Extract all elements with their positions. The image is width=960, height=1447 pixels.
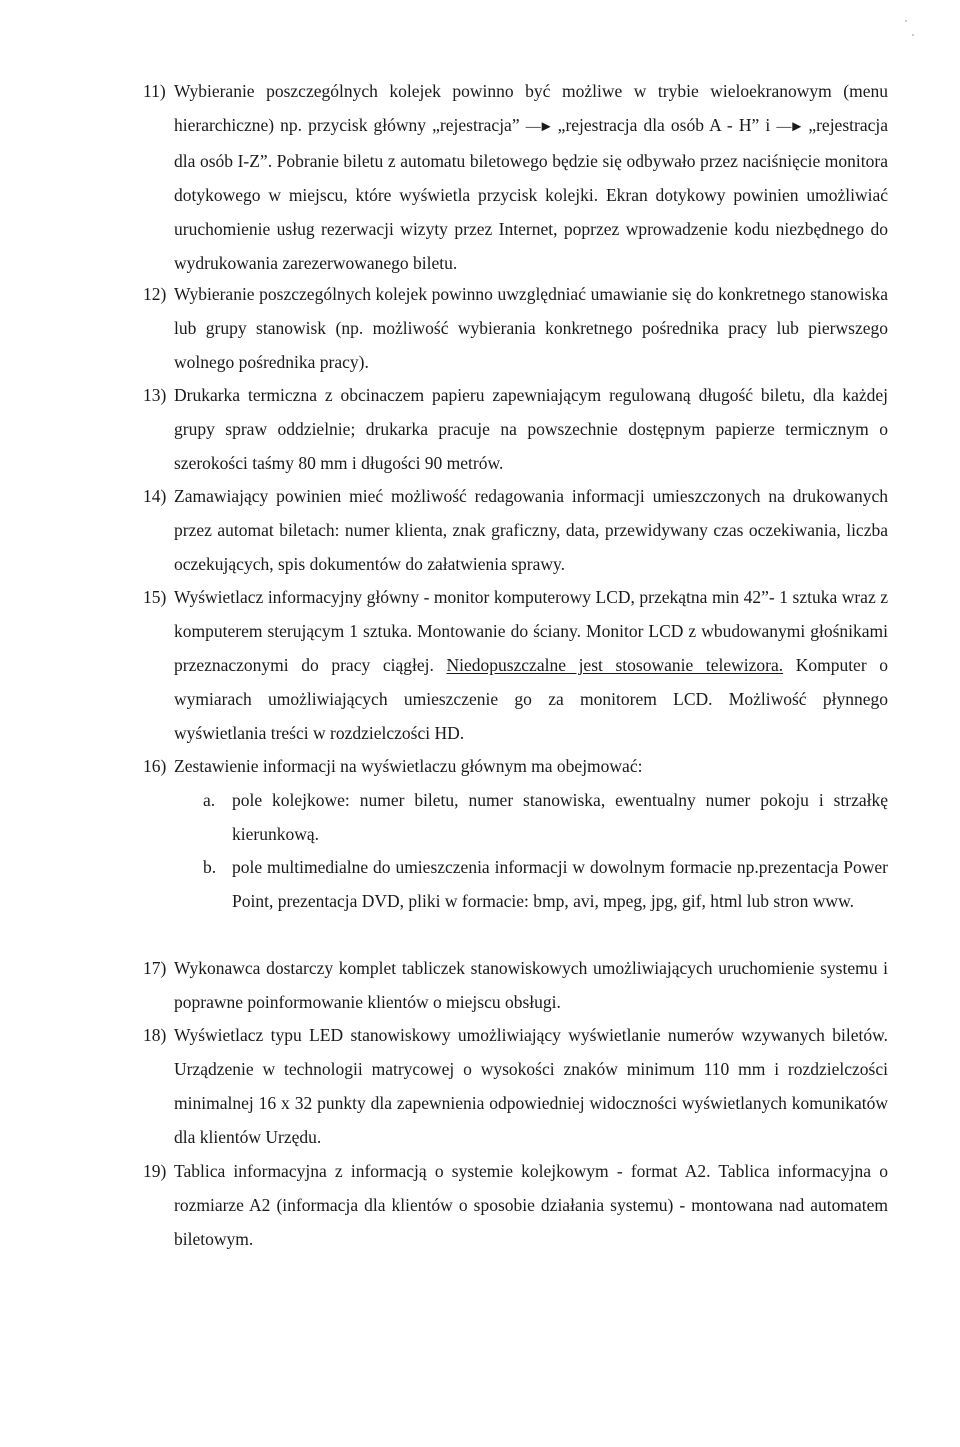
list-item-14 [143, 479, 888, 581]
item-text: Wykonawca dostarczy komplet tabliczek stanowiskowych umożliwiających uruchomienie systemu i poprawne poinformowanie klientów o miejscu obsługi. [174, 958, 888, 1012]
arrow-right-icon: —► [776, 119, 803, 135]
list-item-15 [143, 580, 888, 750]
item-text-part: Komputer o wymiarach umożliwiających umieszczenie go za monitorem LCD. Możliwość płynnego wyświetlania treści w rozdzielczości HD. [174, 655, 889, 743]
sub-item-marker: b. [203, 857, 217, 877]
sub-item-marker: a. [203, 790, 216, 810]
sub-item-text: pole kolejkowe: numer biletu, numer stanowiska, ewentualny numer pokoju i strzałkę kierunkową. [232, 790, 888, 844]
underlined-text: Niedopuszczalne jest stosowanie telewizora. [446, 655, 784, 675]
arrow-right-icon: —► [525, 119, 552, 135]
sub-item-b [203, 850, 888, 918]
item-number: 16) [143, 756, 167, 776]
item-number: 11) [143, 81, 166, 101]
item-number: 19) [143, 1161, 167, 1181]
item-number: 18) [143, 1025, 167, 1045]
item-text [174, 580, 888, 750]
item-text [174, 74, 888, 280]
list-item-19 [143, 1154, 888, 1256]
scan-speck [905, 20, 907, 22]
item-text-part: „rejestracja dla osób A - H” i [551, 115, 777, 135]
item-text-part: Wyświetlacz informacyjny główny - monitor komputerowy LCD, przekątna min 42”- 1 sztuka wraz z komputerem sterującym 1 sztuka. Montowanie do ściany. Monitor LCD z wbudowanymi głośnikami przeznaczonymi do pracy ciągłej. [174, 587, 888, 675]
item-number: 14) [143, 486, 167, 506]
list-item-16 [143, 749, 888, 783]
sub-item-a [203, 783, 888, 851]
list-item-11 [143, 74, 888, 280]
scan-speck [912, 34, 914, 36]
item-text-part: Wybieranie poszczególnych kolejek powinno być możliwe w trybie wieloekranowym (menu hierarchiczne) np. przycisk główny „rejestracja” [174, 81, 888, 135]
item-text: Wyświetlacz typu LED stanowiskowy umożliwiający wyświetlanie numerów wzywanych biletów. Urządzenie w technologii matrycowej o wysokości znaków minimum 110 mm i rozdzielczości minimalnej 16 x 32 punkty dla zapewnienia odpowiedniej widoczności wyświetlanych komunikatów dla klientów Urzędu. [174, 1025, 888, 1147]
item-number: 12) [143, 284, 167, 304]
item-number: 15) [143, 587, 167, 607]
list-item-18 [143, 1018, 888, 1154]
list-item-12 [143, 277, 888, 379]
item-text: Zestawienie informacji na wyświetlaczu głównym ma obejmować: [174, 756, 643, 776]
item-text-part: „rejestracja dla osób I-Z”. Pobranie biletu z automatu biletowego będzie się odbywało przez naciśnięcie monitora dotykowego w miejscu, które wyświetla przycisk kolejki. Ekran dotykowy powinien umożliwiać uruchomienie usług rezerwacji wizyty przez Internet, poprzez wprowadzenie kodu niezbędnego do wydrukowania zarezerwowanego biletu. [174, 115, 888, 273]
item-number: 17) [143, 958, 167, 978]
sub-item-text: pole multimedialne do umieszczenia informacji w dowolnym formacie np.prezentacja Power Point, prezentacja DVD, pliki w formacie: bmp, avi, mpeg, jpg, gif, html lub stron www. [232, 857, 888, 911]
item-text: Wybieranie poszczególnych kolejek powinno uwzględniać umawianie się do konkretnego stanowiska lub grupy stanowisk (np. możliwość wybierania konkretnego pośrednika pracy lub pierwszego wolnego pośrednika pracy). [174, 284, 888, 372]
list-item-13 [143, 378, 888, 480]
item-text: Tablica informacyjna z informacją o systemie kolejkowym - format A2. Tablica informacyjna o rozmiarze A2 (informacja dla klientów o sposobie działania systemu) - montowana nad automatem biletowym. [174, 1161, 888, 1249]
list-item-17 [143, 951, 888, 1019]
item-number: 13) [143, 385, 167, 405]
item-text: Zamawiający powinien mieć możliwość redagowania informacji umieszczonych na drukowanych przez automat biletach: numer klienta, znak graficzny, data, przewidywany czas oczekiwania, liczba oczekujących, spis dokumentów do załatwienia sprawy. [174, 486, 888, 574]
item-text: Drukarka termiczna z obcinaczem papieru zapewniającym regulowaną długość biletu, dla każdej grupy spraw oddzielnie; drukarka pracuje na powszechnie dostępnym papierze termicznym o szerokości taśmy 80 mm i długości 90 metrów. [174, 385, 888, 473]
